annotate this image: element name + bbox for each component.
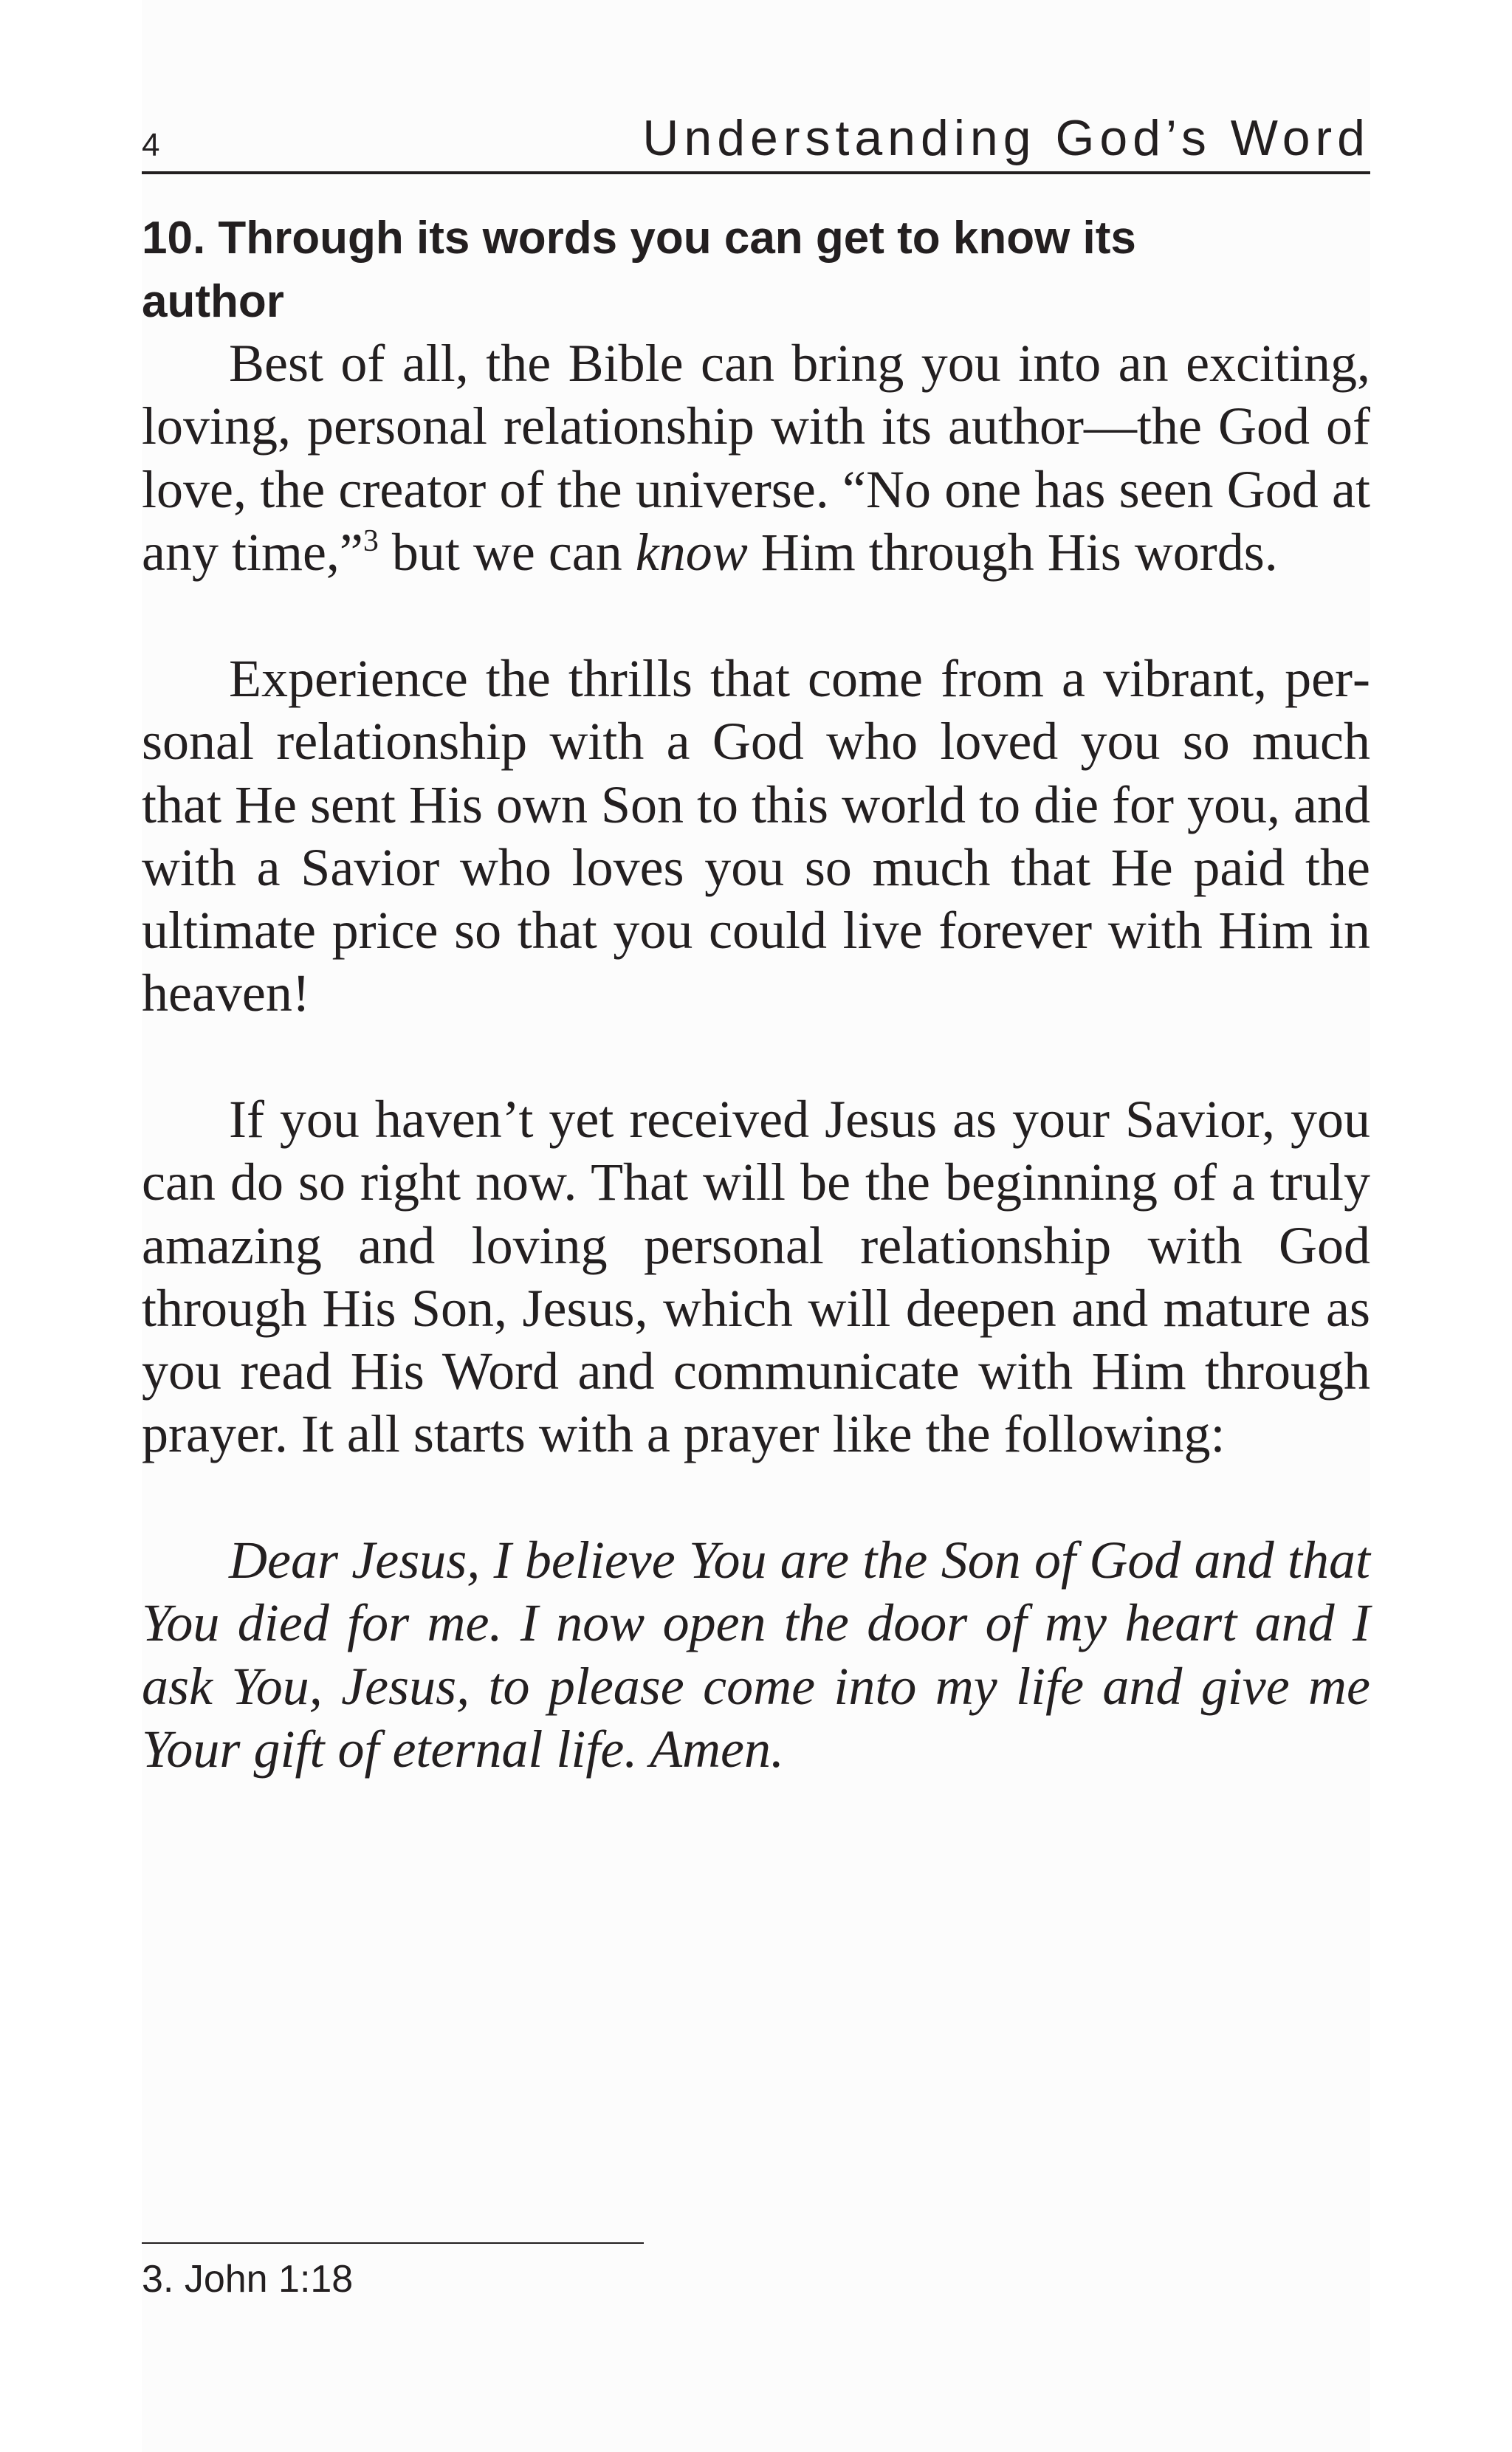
paragraph-2: Experience the thrills that come from a vibrant, personal relationship with a God who loved you so much that He sent His own Son to this world to die for you, and with a Savior who loves you so much that He paid the ultimate price so that you could live forever with Him in heaven! (142, 649, 1370, 1023)
paragraph-3: If you haven’t yet received Jesus as your Savior, you can do so right now. That will be the beginning of a truly amazing and loving personal relationship with God through His Son, Jesus, which will deepen and mature as you read His Word and communicate with Him through prayer. It all starts with a prayer like the following: (142, 1090, 1370, 1464)
footnote: 3. John 1:18 (142, 2258, 354, 2301)
prayer-paragraph: Dear Jesus, I believe You are the Son of God and that You died for me. I now open the door of my heart and I ask You, Jesus, to please come into my life and give me Your gift of eternal life. Amen. (142, 1531, 1370, 1779)
paragraph-1-text-a: Best of all, the Bible can bring you into an exciting, loving, personal relationship with its author—the God of love, the creator of the universe. “No one has seen God at any time,” (142, 334, 1370, 582)
page-number: 4 (142, 127, 160, 163)
paragraph-1 (142, 332, 1370, 584)
section-heading: 10. Through its words you can get to know its author (142, 213, 1136, 327)
footnote-divider (142, 2242, 644, 2244)
running-header (142, 103, 1370, 174)
paragraph-1-text-c: Him through His words. (747, 522, 1278, 582)
footnote-reference: 3 (362, 523, 379, 558)
book-title: Understanding God’s Word (642, 110, 1370, 166)
paragraph-1-text-b: but we can (378, 522, 636, 582)
emphasized-word: know (635, 522, 748, 582)
